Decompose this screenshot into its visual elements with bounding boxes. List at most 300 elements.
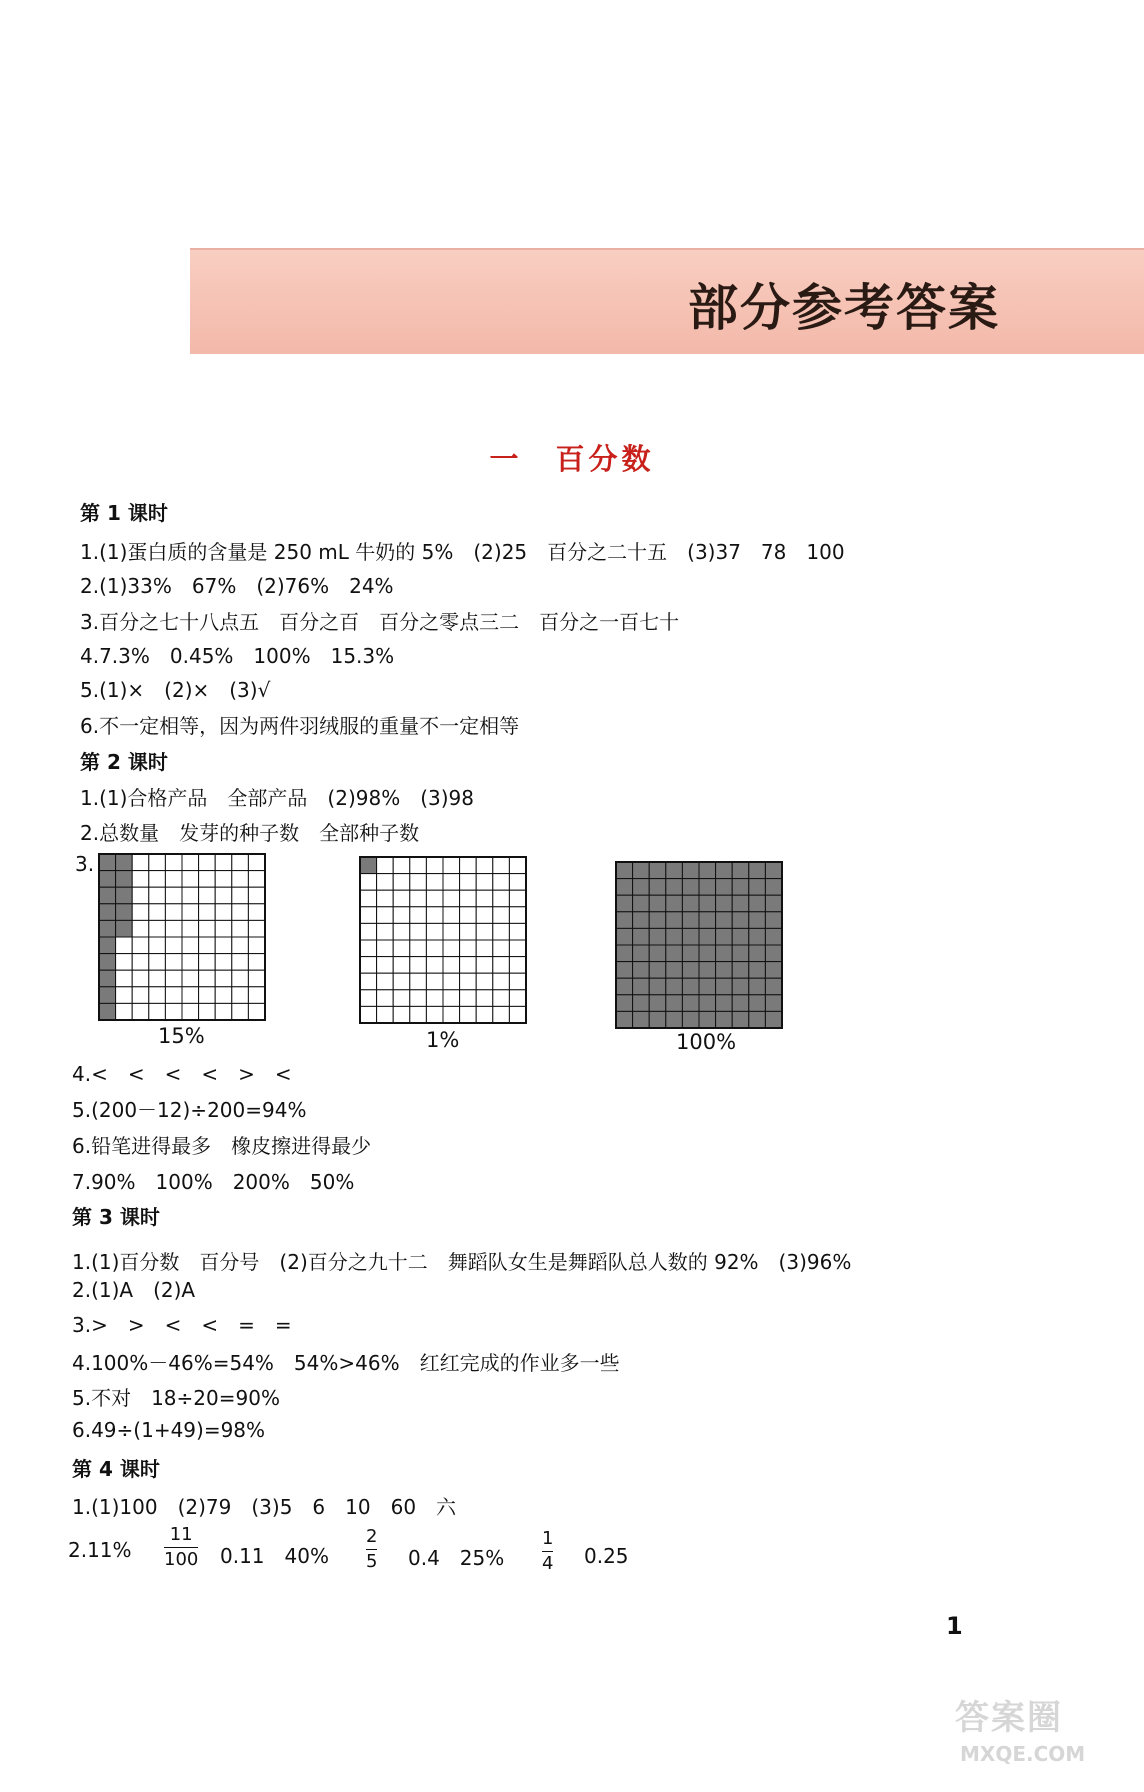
- grid-cell: [460, 923, 477, 940]
- grid-cell: [199, 904, 216, 921]
- grid-cell: [426, 973, 443, 990]
- grid-cell: [377, 1006, 394, 1023]
- shaded-cell: [732, 928, 749, 945]
- section-title: 一 百分数: [489, 442, 655, 476]
- grid-cell: [232, 987, 249, 1004]
- grid-cell: [232, 920, 249, 937]
- grid-cell: [165, 1003, 182, 1020]
- shaded-cell: [716, 962, 733, 979]
- page-title: 部分参考答案: [688, 279, 1000, 337]
- grid-cell: [410, 957, 427, 974]
- fraction-numerator: 1: [542, 1528, 554, 1549]
- shaded-cell: [699, 962, 716, 979]
- grid-cell: [132, 904, 149, 921]
- grid-cell: [149, 970, 166, 987]
- grid-cell: [116, 970, 133, 987]
- grid-cell: [410, 940, 427, 957]
- shaded-cell: [116, 920, 133, 937]
- shaded-cell: [732, 978, 749, 995]
- watermark-url: MXQE.COM: [960, 1742, 1086, 1766]
- shaded-cell: [765, 1011, 782, 1028]
- grid-cell: [116, 954, 133, 971]
- grid-cell: [493, 890, 510, 907]
- grid-cell: [165, 854, 182, 871]
- shaded-cell: [649, 928, 666, 945]
- grid-cell: [149, 854, 166, 871]
- grid-cell: [509, 890, 526, 907]
- hundred-grid-15: [97, 852, 267, 1022]
- grid-cell: [393, 857, 410, 874]
- answer-line: 7.90% 100% 200% 50%: [72, 1170, 355, 1194]
- grid-cell: [460, 890, 477, 907]
- answer-line: 6.铅笔进得最多 橡皮擦进得最少: [72, 1134, 372, 1158]
- shaded-cell: [699, 912, 716, 929]
- grid-cell: [393, 1006, 410, 1023]
- grid-cell: [248, 937, 265, 954]
- grid-cell: [215, 904, 232, 921]
- shaded-cell: [732, 1011, 749, 1028]
- shaded-cell: [716, 945, 733, 962]
- grid-cell: [410, 890, 427, 907]
- grid-cell: [199, 920, 216, 937]
- shaded-cell: [682, 895, 699, 912]
- grid-cell: [215, 954, 232, 971]
- shaded-cell: [99, 987, 116, 1004]
- shaded-cell: [633, 995, 650, 1012]
- grid-cell: [493, 874, 510, 891]
- grid-cell: [410, 874, 427, 891]
- grid-cell: [460, 940, 477, 957]
- shaded-cell: [633, 1011, 650, 1028]
- shaded-cell: [633, 862, 650, 879]
- grid-cell: [443, 940, 460, 957]
- grid-cell: [360, 890, 377, 907]
- shaded-cell: [99, 854, 116, 871]
- grid-cell: [182, 920, 199, 937]
- shaded-cell: [765, 945, 782, 962]
- grid-cell: [248, 1003, 265, 1020]
- shaded-cell: [666, 862, 683, 879]
- shaded-cell: [633, 879, 650, 896]
- shaded-cell: [616, 962, 633, 979]
- shaded-cell: [649, 978, 666, 995]
- shaded-cell: [633, 945, 650, 962]
- grid-cell: [476, 990, 493, 1007]
- shaded-cell: [682, 1011, 699, 1028]
- shaded-cell: [716, 879, 733, 896]
- title-banner: [190, 248, 1144, 354]
- grid-cell: [360, 874, 377, 891]
- grid-cell: [393, 973, 410, 990]
- shaded-cell: [716, 912, 733, 929]
- grid-cell: [410, 907, 427, 924]
- shaded-cell: [699, 945, 716, 962]
- grid-cell: [232, 854, 249, 871]
- grid-cell: [360, 940, 377, 957]
- grid-cell: [410, 973, 427, 990]
- shaded-cell: [360, 857, 377, 874]
- shaded-cell: [699, 895, 716, 912]
- grid-cell: [215, 920, 232, 937]
- shaded-cell: [666, 912, 683, 929]
- grid-cell: [443, 890, 460, 907]
- grid-cell: [509, 857, 526, 874]
- shaded-cell: [749, 879, 766, 896]
- grid-cell: [476, 957, 493, 974]
- shaded-cell: [749, 978, 766, 995]
- grid-cell: [476, 940, 493, 957]
- shaded-cell: [732, 879, 749, 896]
- shaded-cell: [682, 962, 699, 979]
- shaded-cell: [616, 1011, 633, 1028]
- shaded-cell: [732, 945, 749, 962]
- grid-cell: [393, 940, 410, 957]
- page-number: 1: [946, 1612, 963, 1640]
- grid-cell: [410, 923, 427, 940]
- shaded-cell: [99, 970, 116, 987]
- grid-cell: [215, 987, 232, 1004]
- shaded-cell: [99, 954, 116, 971]
- grid-cell: [182, 854, 199, 871]
- shaded-cell: [616, 945, 633, 962]
- answer-line: 6.不一定相等，因为两件羽绒服的重量不一定相等: [80, 714, 520, 738]
- shaded-cell: [99, 937, 116, 954]
- grid-cell: [410, 990, 427, 1007]
- grid-cell: [393, 957, 410, 974]
- grid-cell: [165, 954, 182, 971]
- shaded-cell: [616, 995, 633, 1012]
- shaded-cell: [633, 962, 650, 979]
- grid-cell: [493, 990, 510, 1007]
- shaded-cell: [765, 962, 782, 979]
- shaded-cell: [633, 895, 650, 912]
- grid-cell: [443, 857, 460, 874]
- answer-line: 1.(1)百分数 百分号 (2)百分之九十二 舞蹈队女生是舞蹈队总人数的 92% (3)96%: [72, 1250, 852, 1274]
- grid-cell: [149, 987, 166, 1004]
- shaded-cell: [616, 879, 633, 896]
- grid-cell: [476, 857, 493, 874]
- grid-cell: [248, 920, 265, 937]
- shaded-cell: [666, 895, 683, 912]
- grid-cell: [443, 907, 460, 924]
- answer-line: 1.(1)合格产品 全部产品 (2)98% (3)98: [80, 786, 474, 810]
- grid-cell: [360, 923, 377, 940]
- grid-cell: [509, 907, 526, 924]
- grid-cell: [443, 990, 460, 1007]
- grid-label: 1%: [426, 1028, 460, 1052]
- grid-cell: [149, 920, 166, 937]
- shaded-cell: [616, 862, 633, 879]
- grid-cell: [248, 954, 265, 971]
- fraction-denominator: 4: [542, 1553, 554, 1574]
- shaded-cell: [732, 862, 749, 879]
- grid-cell: [149, 937, 166, 954]
- grid-cell: [493, 957, 510, 974]
- grid-label: 15%: [158, 1024, 205, 1048]
- grid-cell: [493, 973, 510, 990]
- shaded-cell: [732, 995, 749, 1012]
- grid-cell: [360, 973, 377, 990]
- shaded-cell: [116, 871, 133, 888]
- shaded-cell: [765, 912, 782, 929]
- shaded-cell: [716, 862, 733, 879]
- shaded-cell: [116, 887, 133, 904]
- shaded-cell: [616, 978, 633, 995]
- grid-cell: [426, 940, 443, 957]
- shaded-cell: [666, 962, 683, 979]
- grid-cell: [232, 904, 249, 921]
- grid-cell: [248, 904, 265, 921]
- grid-cell: [165, 937, 182, 954]
- grid-cell: [199, 1003, 216, 1020]
- grid-cell: [410, 857, 427, 874]
- shaded-cell: [765, 879, 782, 896]
- shaded-cell: [666, 1011, 683, 1028]
- grid-cell: [215, 1003, 232, 1020]
- grid-cell: [377, 857, 394, 874]
- shaded-cell: [765, 862, 782, 879]
- answer-line: 6.49÷(1+49)=98%: [72, 1418, 266, 1442]
- grid-cell: [182, 887, 199, 904]
- answer-line: 1.(1)蛋白质的含量是 250 mL 牛奶的 5% (2)25 百分之二十五 (3)37 78 100: [80, 540, 845, 564]
- shaded-cell: [666, 995, 683, 1012]
- grid-cell: [248, 871, 265, 888]
- grid-cell: [476, 973, 493, 990]
- shaded-cell: [633, 978, 650, 995]
- grid-cell: [476, 874, 493, 891]
- grid-cell: [149, 887, 166, 904]
- grid-cell: [377, 973, 394, 990]
- shaded-cell: [732, 962, 749, 979]
- grid-cell: [215, 970, 232, 987]
- grid-cell: [393, 907, 410, 924]
- grid-cell: [509, 957, 526, 974]
- grid-cell: [232, 954, 249, 971]
- grid-cell: [509, 990, 526, 1007]
- shaded-cell: [732, 895, 749, 912]
- grid-cell: [393, 874, 410, 891]
- grid-cell: [460, 907, 477, 924]
- shaded-cell: [633, 928, 650, 945]
- grid-cell: [393, 990, 410, 1007]
- grid-cell: [377, 907, 394, 924]
- grid-cell: [426, 890, 443, 907]
- grid-cell: [426, 1006, 443, 1023]
- shaded-cell: [99, 920, 116, 937]
- answer-line: 2.总数量 发芽的种子数 全部种子数: [80, 821, 420, 845]
- grid-cell: [410, 1006, 427, 1023]
- fraction-denominator: 100: [164, 1549, 199, 1570]
- answer-line: 5.不对 18÷20=90%: [72, 1386, 280, 1410]
- grid-cell: [182, 970, 199, 987]
- grid-cell: [116, 937, 133, 954]
- shaded-cell: [765, 895, 782, 912]
- grid-cell: [182, 904, 199, 921]
- grid-cell: [132, 887, 149, 904]
- shaded-cell: [749, 912, 766, 929]
- hundred-grid-100: [614, 860, 784, 1030]
- shaded-cell: [616, 912, 633, 929]
- shaded-cell: [749, 945, 766, 962]
- shaded-cell: [749, 1011, 766, 1028]
- shaded-cell: [749, 928, 766, 945]
- grid-cell: [199, 970, 216, 987]
- shaded-cell: [666, 978, 683, 995]
- fraction-numerator: 11: [169, 1524, 193, 1545]
- grid-cell: [493, 857, 510, 874]
- grid-cell: [443, 1006, 460, 1023]
- shaded-cell: [716, 1011, 733, 1028]
- grid-cell: [199, 937, 216, 954]
- grid-cell: [182, 1003, 199, 1020]
- shaded-cell: [649, 895, 666, 912]
- grid-cell: [248, 987, 265, 1004]
- shaded-cell: [116, 854, 133, 871]
- grid-cell: [116, 987, 133, 1004]
- shaded-cell: [699, 862, 716, 879]
- grid-cell: [426, 923, 443, 940]
- grid-cell: [509, 923, 526, 940]
- shaded-cell: [682, 995, 699, 1012]
- grid-cell: [426, 990, 443, 1007]
- grid-cell: [443, 923, 460, 940]
- grid-cell: [132, 954, 149, 971]
- grid-cell: [443, 874, 460, 891]
- lesson-3-heading: 第 3 课时: [72, 1205, 160, 1229]
- shaded-cell: [765, 978, 782, 995]
- answer-line: 4.< < < < > <: [72, 1062, 292, 1086]
- grid-cell: [215, 854, 232, 871]
- grid-cell: [443, 973, 460, 990]
- grid-cell: [165, 970, 182, 987]
- grid-cell: [248, 887, 265, 904]
- grid-cell: [377, 990, 394, 1007]
- grid-cell: [460, 874, 477, 891]
- fraction-bar: [542, 1551, 553, 1552]
- shaded-cell: [699, 978, 716, 995]
- grid-cell: [199, 954, 216, 971]
- grid-cell: [149, 871, 166, 888]
- shaded-cell: [682, 912, 699, 929]
- shaded-cell: [716, 995, 733, 1012]
- grid-cell: [493, 940, 510, 957]
- grid-cell: [149, 954, 166, 971]
- grid-cell: [360, 990, 377, 1007]
- grid-cell: [509, 874, 526, 891]
- grid-cell: [132, 920, 149, 937]
- watermark-logo: 答案圈: [955, 1698, 1063, 1738]
- grid-cell: [460, 990, 477, 1007]
- shaded-cell: [649, 962, 666, 979]
- grid-cell: [426, 957, 443, 974]
- shaded-cell: [616, 928, 633, 945]
- grid-cell: [199, 987, 216, 1004]
- grid-cell: [443, 957, 460, 974]
- shaded-cell: [99, 904, 116, 921]
- fraction-11-100: [164, 1524, 198, 1571]
- answer-line: 4.7.3% 0.45% 100% 15.3%: [80, 644, 395, 668]
- grid-cell: [377, 957, 394, 974]
- shaded-cell: [765, 995, 782, 1012]
- answer-line: 2.(1)A (2)A: [72, 1278, 196, 1302]
- grid-cell: [165, 871, 182, 888]
- shaded-cell: [616, 895, 633, 912]
- grid-cell: [426, 857, 443, 874]
- grid-cell: [232, 937, 249, 954]
- grid-label: 100%: [676, 1030, 737, 1054]
- shaded-cell: [682, 862, 699, 879]
- shaded-cell: [682, 978, 699, 995]
- grid-cell: [149, 1003, 166, 1020]
- answer-line: 4.100%－46%=54% 54%>46% 红红完成的作业多一些: [72, 1351, 620, 1375]
- grid-cell: [509, 940, 526, 957]
- grid-cell: [182, 937, 199, 954]
- shaded-cell: [699, 928, 716, 945]
- shaded-cell: [666, 928, 683, 945]
- shaded-cell: [749, 862, 766, 879]
- grid-cell: [232, 887, 249, 904]
- grid-cell: [165, 904, 182, 921]
- grid-cell: [132, 937, 149, 954]
- shaded-cell: [649, 879, 666, 896]
- grid-cell: [116, 1003, 133, 1020]
- shaded-cell: [666, 879, 683, 896]
- grid-cell: [232, 871, 249, 888]
- answer-line: 3.> > < < = =: [72, 1313, 292, 1337]
- grid-cell: [509, 973, 526, 990]
- fraction-2-5: [366, 1526, 377, 1573]
- grid-cell: [476, 1006, 493, 1023]
- shaded-cell: [699, 1011, 716, 1028]
- lesson-4-heading: 第 4 课时: [72, 1457, 160, 1481]
- shaded-cell: [116, 904, 133, 921]
- grid-cell: [182, 987, 199, 1004]
- grid-cell: [182, 871, 199, 888]
- grid-cell: [360, 907, 377, 924]
- grid-cell: [199, 854, 216, 871]
- grid-cell: [248, 970, 265, 987]
- grid-cell: [377, 923, 394, 940]
- grid-cell: [393, 890, 410, 907]
- grid-cell: [232, 1003, 249, 1020]
- grid-cell: [165, 887, 182, 904]
- answer-line: 5.(200－12)÷200=94%: [72, 1098, 307, 1122]
- grid-cell: [426, 874, 443, 891]
- shaded-cell: [699, 995, 716, 1012]
- grid-cell: [215, 871, 232, 888]
- grid-cell: [215, 937, 232, 954]
- fraction-bar: [366, 1549, 377, 1550]
- grid-cell: [132, 1003, 149, 1020]
- grid-cell: [476, 923, 493, 940]
- shaded-cell: [749, 895, 766, 912]
- shaded-cell: [99, 1003, 116, 1020]
- answer-line-text: 0.25: [584, 1544, 629, 1568]
- shaded-cell: [749, 995, 766, 1012]
- answer-line-text: 0.11 40%: [220, 1544, 329, 1568]
- shaded-cell: [99, 887, 116, 904]
- fraction-1-4: [542, 1528, 553, 1575]
- grid-cell: [377, 890, 394, 907]
- grid-cell: [460, 1006, 477, 1023]
- answer-line: 1.(1)100 (2)79 (3)5 6 10 60 六: [72, 1495, 457, 1519]
- shaded-cell: [649, 912, 666, 929]
- fraction-denominator: 5: [366, 1551, 378, 1572]
- grid-cell: [460, 973, 477, 990]
- grid-cell: [493, 907, 510, 924]
- grid-cell: [426, 907, 443, 924]
- grid-cell: [232, 970, 249, 987]
